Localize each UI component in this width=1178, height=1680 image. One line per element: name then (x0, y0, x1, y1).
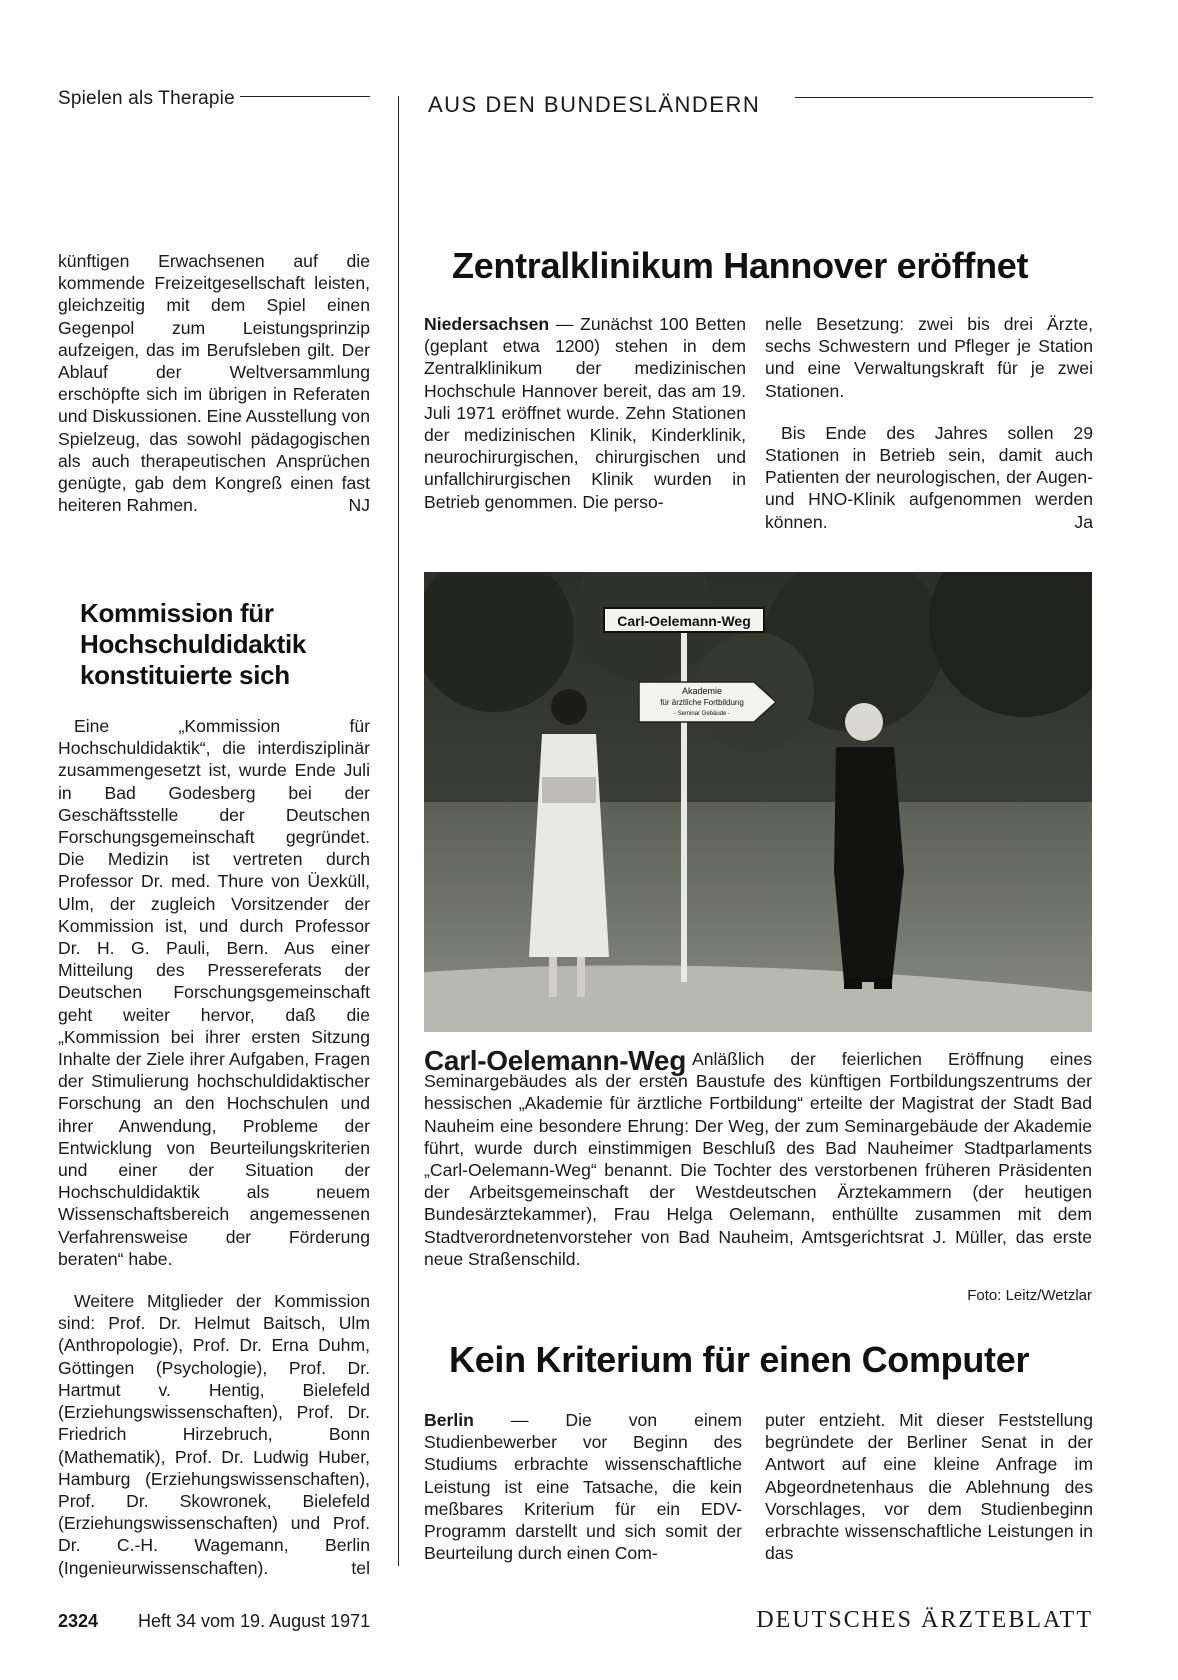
author-sign: Ja (1074, 511, 1093, 532)
continuation-article-text (58, 250, 370, 516)
computer-column-2 (765, 1409, 1093, 1564)
zentralklinikum-body-3: Bis Ende des Jahres sollen 29 Stationen in Betrieb sein, damit auch Patienten der neurologischen, der Augen- und HNO-Klinik aufgenommen werden können. (765, 422, 1093, 532)
dateline: Berlin (424, 1410, 474, 1430)
kommission-article-text (58, 715, 370, 1579)
kommission-paragraph-1: Eine „Kommission für Hochschuldidaktik“, die interdisziplinär zusammengesetzt ist, wurde Ende Juli in Bad Godesberg bei der Geschäftsstelle der Deutschen Forschungsgemeinschaft gegründet. Die Medizin ist vertreten durch Professor Dr. med. Thure von Üexküll, Ulm, der zugleich Vorsitzender der Kommission ist, und durch Professor Dr. H. G. Pauli, Bern. Aus einer Mitteilung des Pressereferats der Deutschen Forschungsgemeinschaft geht weiter hervor, daß die „Kommission bei ihrer ersten Sitzung Inhalte der Ziele ihrer Aufgaben, Fragen der Stimulierung hochschuldidaktischer Forschung an den Hochschulen und ihrer Anwendung, Probleme der Entwicklung von Beurteilungskriterien und einer der Situation der Hochschuldidaktik als neuem Wissenschaftsbereich angemessenen Verfahrensweise der Förderung beraten“ habe. (58, 716, 370, 1269)
computer-column-1 (424, 1409, 742, 1564)
page-number: 2324 (58, 1611, 99, 1631)
computer-body-2: puter entzieht. Mit dieser Feststellung begründete der Berliner Senat in der Antwort auf eine kleine Anfrage im Abgeordnetenhaus die Ablehnung des Vorschlages, vor dem Studienbeginn erbrachte wissenschaftliche Leistungen in das (765, 1410, 1093, 1564)
journal-name: DEUTSCHES ÄRZTEBLATT (756, 1607, 1093, 1633)
section-kicker-right: AUS DEN BUNDESLÄNDERN (428, 92, 761, 117)
zentralklinikum-body-2: nelle Besetzung: zwei bis drei Ärzte, sechs Schwestern und Pfleger je Station und eine Verwaltungskraft für je zwei Stationen. (765, 314, 1093, 401)
direction-sign-line-1: Akademie (681, 686, 723, 696)
photo-caption-body: Anläßlich der feierlichen Eröffnung eines Seminargebäudes als der ersten Baustufe des künftigen Fortbildungszentrums der hessischen „Akademie für ärztliche Fortbildung“ erteilte der Magistrat der Stadt Bad Nauheim eine besondere Ehrung: Der Weg, der zum Seminargebäude der Akademie führt, wurde durch einstimmigen Beschluß des Bad Nauheimer Stadtparlaments „Carl-Oelemann-Weg“ benannt. Die Tochter des verstorbenen früheren Präsidenten der Arbeitsgemeinschaft der Westdeutschen Ärztekammern (der heutigen Bundesärztekammer), Frau Helga Oelemann, enthüllte zusammen mit dem Stadtverordnetenvorsteher von Bad Nauheim, Amtsgerichtsrat J. Müller, das erste neue Straßenschild. (424, 1049, 1092, 1269)
header-rule-right (795, 97, 1093, 98)
direction-sign-line-2: für ärztliche Fortbildung (660, 698, 744, 707)
section-kicker-left: Spielen als Therapie (58, 88, 235, 109)
header-rule-left (240, 96, 370, 97)
street-sign-text: Carl-Oelemann-Weg (617, 613, 751, 629)
photo-street-sign-unveiling (424, 572, 1092, 1032)
article-headline-zentralklinikum: Zentralklinikum Hannover eröffnet (452, 245, 1029, 286)
author-sign: tel (351, 1557, 370, 1578)
zentralklinikum-column-2 (765, 313, 1093, 533)
photo-caption-title: Carl-Oelemann-Weg (424, 1045, 686, 1076)
zentralklinikum-body-1: — Zunächst 100 Betten (geplant etwa 1200) stehen in dem Zentralklinikum der medizinischen Hochschule Hannover bereit, das am 19. Juli 1971 eröffnet wurde. Zehn Stationen der medizinischen Klinik, Kinderklinik, neurochirurgischen, chirurgischen und unfallchirurgischen Klinik wurden in Betrieb genommen. Die perso- (424, 314, 746, 512)
photo-illustration (424, 572, 1092, 1032)
article-headline-computer: Kein Kriterium für einen Computer (449, 1339, 1030, 1380)
article-headline-kommission: Kommission für Hochschuldidaktik konstituierte sich (80, 598, 307, 690)
column-divider (398, 96, 399, 1566)
direction-sign-line-3: - Seminar Gebäude - (673, 711, 731, 717)
photo-credit: Foto: Leitz/Wetzlar (967, 1287, 1092, 1304)
photo-caption-text (424, 1048, 1092, 1270)
issue-info: Heft 34 vom 19. August 1971 (138, 1611, 371, 1631)
computer-body-1: — Die von einem Studienbewerber vor Beginn des Studiums erbrachte wissenschaftliche Leistung ist eine Tatsache, die kein meßbares Kriterium für ein EDV-Programm darstellt und sich somit der Beurteilung durch einen Com- (424, 1410, 742, 1564)
dateline: Niedersachsen (424, 314, 550, 334)
zentralklinikum-column-1 (424, 313, 746, 513)
kommission-paragraph-2: Weitere Mitglieder der Kommission sind: Prof. Dr. Helmut Baitsch, Ulm (Anthropologie), Prof. Dr. Erna Duhm, Göttingen (Psychologie), Prof. Dr. Hartmut v. Hentig, Bielefeld (Erziehungswissenschaften), Prof. Dr. Friedrich Hirzebruch, Bonn (Mathematik), Prof. Dr. Ludwig Huber, Hamburg (Erziehungswissenschaften), Prof. Dr. Skowronek, Bielefeld (Erziehungswissenschaften) und Prof. Dr. C.-H. Wagemann, Berlin (Ingenieurwissenschaften). (58, 1291, 370, 1578)
author-sign: NJ (348, 495, 370, 516)
continuation-body: künftigen Erwachsenen auf die kommende Freizeitgesellschaft leisten, gleichzeitig mit dem Spiel einen Gegenpol zum Leistungsprinzip aufzeigen, das im Berufsleben gilt. Der Ablauf der Weltversammlung erschöpfte sich im übrigen in Referaten und Diskussionen. Eine Ausstellung von Spielzeug, das sowohl pädagogischen als auch therapeutischen Ansprüchen genügte, gab dem Kongreß einen fast heiteren Rahmen. (58, 251, 370, 516)
